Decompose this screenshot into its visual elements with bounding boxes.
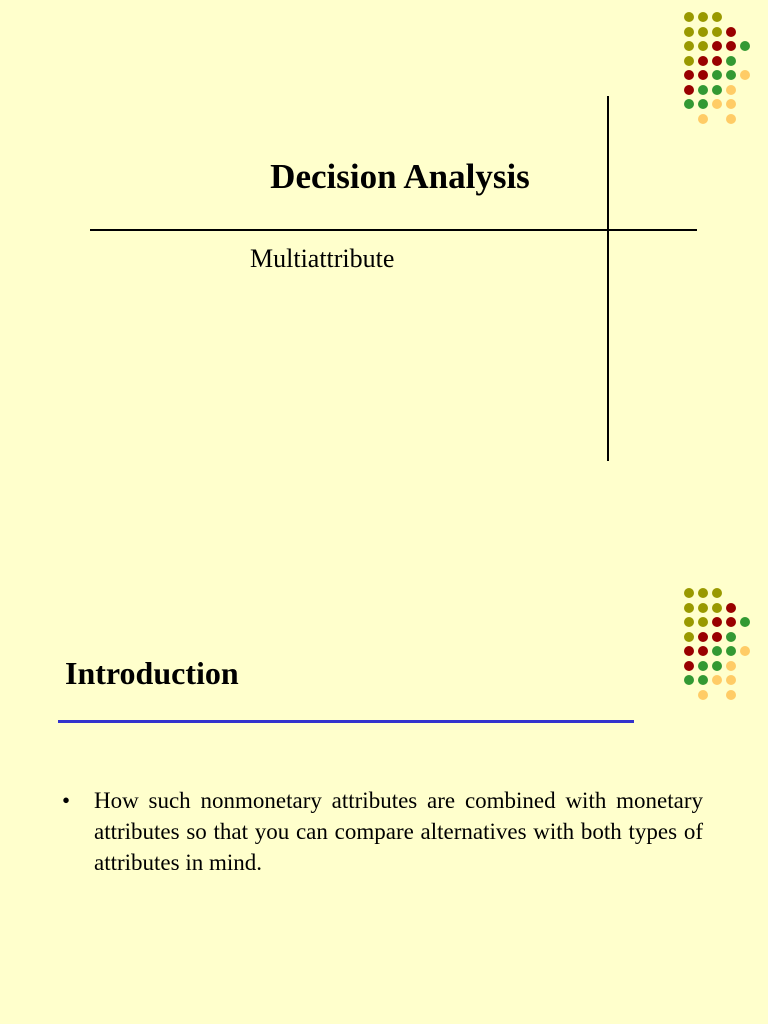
slide-subtitle: Multiattribute [250, 244, 395, 273]
dot [740, 646, 750, 656]
dot [726, 56, 736, 66]
dot [684, 675, 694, 685]
dot [726, 632, 736, 642]
dot [712, 27, 722, 37]
vertical-rule [607, 96, 609, 461]
dot [698, 56, 708, 66]
dot [712, 12, 722, 22]
dot [726, 41, 736, 51]
bullet-item [62, 785, 703, 878]
dot [684, 12, 694, 22]
dot [698, 646, 708, 656]
dot [712, 41, 722, 51]
dot [698, 70, 708, 80]
dot [740, 41, 750, 51]
dot [712, 661, 722, 671]
heading-underline [58, 720, 634, 723]
dot [698, 41, 708, 51]
dot [726, 603, 736, 613]
dot [712, 632, 722, 642]
dot [740, 70, 750, 80]
dot [712, 56, 722, 66]
dot [684, 41, 694, 51]
dot [726, 85, 736, 95]
dot [698, 632, 708, 642]
slide-heading: Introduction [65, 655, 239, 691]
dot [726, 675, 736, 685]
dot [726, 27, 736, 37]
dot [726, 617, 736, 627]
dot [712, 70, 722, 80]
dot [712, 603, 722, 613]
dot [712, 85, 722, 95]
dot [698, 85, 708, 95]
dot [712, 646, 722, 656]
dot [684, 588, 694, 598]
dot [698, 588, 708, 598]
dot [726, 661, 736, 671]
slide-title-heading: Decision Analysis [270, 157, 530, 196]
dot [684, 632, 694, 642]
dot [726, 70, 736, 80]
dot [712, 675, 722, 685]
dot [684, 603, 694, 613]
dot [698, 114, 708, 124]
dot [712, 617, 722, 627]
dot [698, 690, 708, 700]
dot-grid-decoration [684, 588, 764, 708]
dot [712, 588, 722, 598]
dot [684, 56, 694, 66]
bullet-icon: • [62, 788, 71, 813]
dot [726, 646, 736, 656]
dot [698, 661, 708, 671]
dot [740, 617, 750, 627]
dot [684, 617, 694, 627]
dot [698, 675, 708, 685]
dot [726, 114, 736, 124]
dot [712, 99, 722, 109]
dot [684, 85, 694, 95]
dot [698, 617, 708, 627]
bullet-list [62, 785, 703, 878]
dot [698, 603, 708, 613]
dot [726, 690, 736, 700]
slide-introduction [0, 512, 768, 1024]
dot [684, 27, 694, 37]
dot [684, 70, 694, 80]
bullet-text: How such nonmonetary attributes are combined with monetary attributes so that you can compare alternatives with both types of attributes in mind. [94, 788, 703, 875]
horizontal-rule [90, 229, 697, 231]
dot [698, 99, 708, 109]
dot [684, 646, 694, 656]
dot [698, 27, 708, 37]
dot [726, 99, 736, 109]
dot-grid-decoration [684, 12, 764, 132]
dot [684, 99, 694, 109]
dot [698, 12, 708, 22]
dot [684, 661, 694, 671]
